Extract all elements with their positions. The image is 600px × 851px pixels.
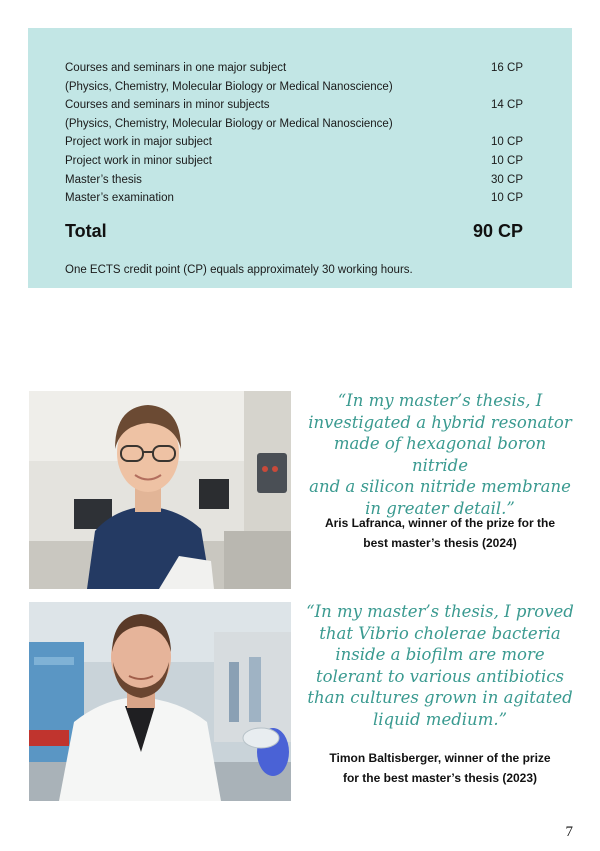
credit-label: Master’s examination bbox=[65, 192, 174, 205]
quote-line: inside a biofilm are more bbox=[335, 645, 545, 665]
credit-label: Courses and seminars in one major subject bbox=[65, 62, 287, 74]
quote-line: made of hexagonal boron nitride bbox=[333, 434, 547, 475]
portrait-illustration bbox=[29, 391, 291, 589]
quote-line: that Vibrio cholerae bacteria bbox=[319, 623, 561, 643]
quote-line: “In my master’s thesis, I proved bbox=[306, 602, 574, 621]
credit-value: 16 CP bbox=[491, 62, 523, 74]
credit-label: Project work in major subject bbox=[65, 136, 212, 149]
page-number: 7 bbox=[565, 824, 573, 840]
quote-line: investigated a hybrid resonator bbox=[308, 412, 572, 432]
quote-line: liquid medium.” bbox=[372, 709, 508, 729]
testimonial-attribution-1 bbox=[305, 514, 575, 553]
credit-row bbox=[65, 96, 523, 115]
credit-list bbox=[65, 59, 523, 208]
credit-note: One ECTS credit point (CP) equals approximately 30 working hours. bbox=[65, 264, 413, 276]
credit-label: Project work in minor subject bbox=[65, 154, 212, 167]
portrait-illustration bbox=[29, 602, 291, 801]
testimonial-attribution-2 bbox=[305, 749, 575, 788]
credit-label: Courses and seminars in minor subjects bbox=[65, 99, 270, 112]
credit-value: 10 CP bbox=[491, 192, 523, 205]
testimonial-quote-2 bbox=[305, 601, 575, 731]
credit-row bbox=[65, 59, 523, 78]
portrait-photo-aris bbox=[29, 391, 291, 589]
portrait-photo-timon bbox=[29, 602, 291, 801]
credit-row bbox=[65, 152, 523, 171]
attribution-line: for the best master’s thesis (2023) bbox=[342, 770, 538, 785]
credit-row bbox=[65, 171, 523, 190]
testimonial-quote-1 bbox=[305, 390, 575, 520]
credit-value: 10 CP bbox=[491, 154, 523, 167]
credit-points-box bbox=[28, 28, 572, 288]
credit-value: 14 CP bbox=[491, 99, 523, 112]
attribution-line: Aris Lafranca, winner of the prize for the bbox=[324, 516, 556, 530]
quote-line: tolerant to various antibiotics bbox=[316, 666, 564, 686]
credit-value: 10 CP bbox=[491, 136, 523, 149]
total-label: Total bbox=[65, 221, 107, 241]
credit-row bbox=[65, 115, 523, 134]
total-value: 90 CP bbox=[472, 221, 523, 241]
credit-label: (Physics, Chemistry, Molecular Biology or Medical Nanoscience) bbox=[65, 117, 393, 130]
attribution-line: Timon Baltisberger, winner of the prize bbox=[329, 751, 551, 765]
quote-line: “In my master’s thesis, I bbox=[337, 391, 543, 410]
credit-label: (Physics, Chemistry, Molecular Biology or Medical Nanoscience) bbox=[65, 80, 393, 93]
attribution-line: best master’s thesis (2024) bbox=[363, 535, 517, 550]
quote-line: and a silicon nitride membrane bbox=[309, 477, 571, 497]
credit-row bbox=[65, 189, 523, 208]
total-row bbox=[65, 221, 523, 242]
quote-line: in greater detail.” bbox=[365, 498, 515, 518]
credit-row bbox=[65, 78, 523, 97]
credit-label: Master’s thesis bbox=[65, 173, 142, 186]
quote-line: than cultures grown in agitated bbox=[307, 688, 573, 708]
credit-row bbox=[65, 133, 523, 152]
credit-value: 30 CP bbox=[491, 173, 523, 186]
